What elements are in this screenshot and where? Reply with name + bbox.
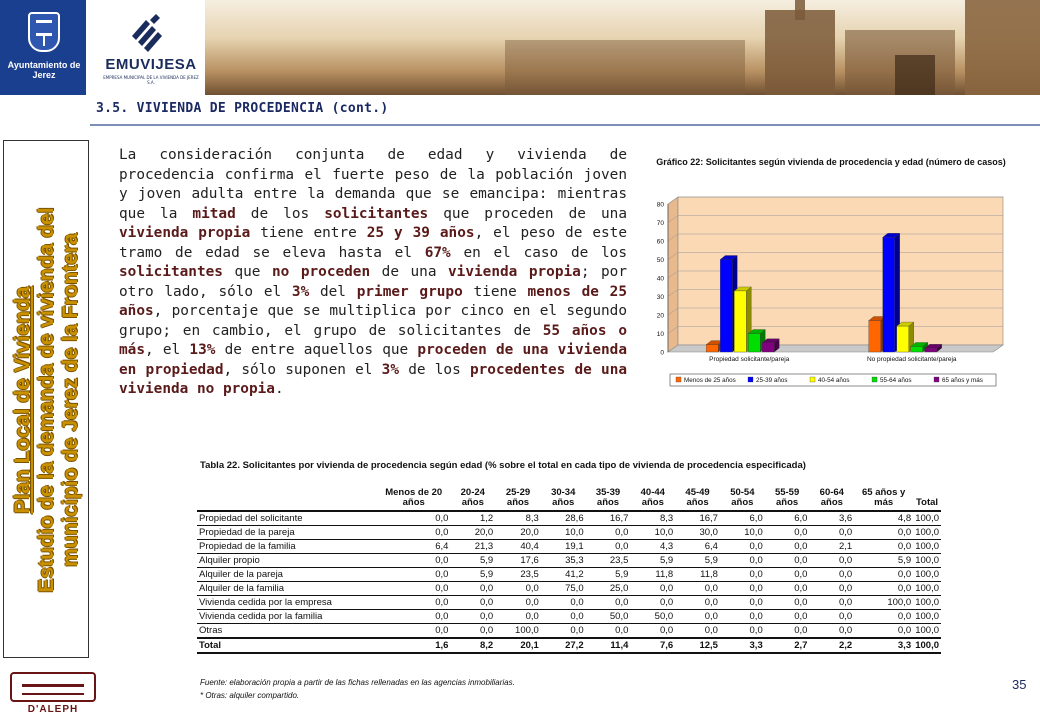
emuvijesa-mark-icon	[130, 12, 170, 54]
table-row	[197, 568, 941, 582]
emuvijesa-logo-text: EMUVIJESA	[105, 56, 197, 73]
table-cell: 0,0	[765, 582, 810, 596]
body-text-segment: mitad	[192, 205, 236, 222]
table-row-label: Vivienda cedida por la familia	[197, 610, 377, 624]
table-cell: 0,0	[377, 554, 450, 568]
table-cell: 0,0	[377, 568, 450, 582]
chart-bar	[925, 348, 937, 352]
side-title-box	[3, 140, 89, 658]
table-cell: 8,3	[495, 511, 541, 526]
table-cell: 23,5	[495, 568, 541, 582]
table-cell: 7,6	[630, 638, 675, 653]
table-cell: 0,0	[765, 596, 810, 610]
table-cell: 5,9	[450, 554, 495, 568]
table-cell: 0,0	[630, 624, 675, 639]
chart-bar	[748, 334, 760, 353]
chart-bar	[706, 345, 718, 352]
chart-legend-label: 55-64 años	[880, 377, 912, 384]
table-cell: 20,0	[450, 526, 495, 540]
table-cell: 0,0	[720, 540, 765, 554]
source-note: Fuente: elaboración propia a partir de las fichas rellenadas en las agencias inmobiliarias.	[200, 678, 515, 687]
table-cell: 0,0	[720, 582, 765, 596]
table-cell: 0,0	[450, 596, 495, 610]
emuvijesa-logo	[100, 12, 202, 87]
table-cell: 27,2	[541, 638, 586, 653]
table-cell: 0,0	[377, 511, 450, 526]
table-column-header: 50-54 años	[720, 487, 765, 511]
table-cell: 0,0	[809, 526, 854, 540]
body-text-segment: del	[309, 283, 357, 300]
table-row-label: Propiedad de la familia	[197, 540, 377, 554]
table-row-label: Propiedad de la pareja	[197, 526, 377, 540]
chart-bar	[734, 291, 746, 352]
table-cell: 50,0	[630, 610, 675, 624]
table-column-header: 45-49 años	[675, 487, 720, 511]
table-cell: 20,1	[495, 638, 541, 653]
table-cell: 0,0	[854, 610, 913, 624]
body-text-segment: de los	[235, 205, 325, 222]
chart-legend-label: Menos de 25 años	[684, 377, 736, 384]
chart-y-tick-label: 70	[656, 220, 664, 227]
table-cell: 0,0	[809, 582, 854, 596]
body-text-segment: vivienda propia	[448, 264, 581, 280]
page-header	[0, 0, 1040, 95]
table-cell: 30,0	[675, 526, 720, 540]
chart-bar	[762, 343, 774, 352]
table-row	[197, 526, 941, 540]
table-cell: 10,0	[630, 526, 675, 540]
table-cell: 0,0	[809, 568, 854, 582]
chart-y-tick-label: 20	[656, 312, 664, 320]
table-cell: 23,5	[586, 554, 631, 568]
body-text-segment: , porcentaje que se multiplica por cinco en el segundo grupo; en cambio, el grupo de solicitantes de	[119, 303, 627, 339]
table-cell: 0,0	[765, 540, 810, 554]
chart-x-tick-label: Propiedad solicitante/pareja	[709, 356, 790, 363]
side-title	[11, 150, 83, 650]
table-cell: 100,0	[913, 554, 941, 568]
table-body	[197, 511, 941, 653]
table-cell: 0,0	[586, 596, 631, 610]
chart-y-tick-label: 40	[656, 275, 664, 283]
table-cell: 0,0	[854, 526, 913, 540]
table-row	[197, 511, 941, 526]
table-cell: 35,3	[541, 554, 586, 568]
table-cell: 0,0	[495, 596, 541, 610]
table-column-header	[197, 487, 377, 511]
table-cell: 0,0	[720, 568, 765, 582]
body-text-segment: , el peso de este tramo de edad se eleva hasta el	[119, 225, 627, 261]
side-title-line2: Estudio de la demanda de vivienda del	[35, 207, 58, 593]
table-cell: 0,0	[541, 596, 586, 610]
table-cell: 41,2	[541, 568, 586, 582]
table-column-header: 35-39 años	[586, 487, 631, 511]
table-cell: 0,0	[541, 610, 586, 624]
footnote: * Otras: alquiler compartido.	[200, 691, 300, 700]
table-cell: 6,0	[765, 511, 810, 526]
table-cell: 2,7	[765, 638, 810, 653]
table-cell: 100,0	[913, 540, 941, 554]
ayuntamiento-logo-text: Ayuntamiento de Jerez	[7, 60, 81, 80]
body-text-segment: 3%	[291, 283, 310, 300]
page-number: 35	[1012, 677, 1027, 692]
table-row	[197, 540, 941, 554]
table-cell: 100,0	[913, 596, 941, 610]
body-text-segment: procedentes de una vivienda no propia	[119, 361, 628, 397]
table-row	[197, 610, 941, 624]
body-text-segment: tiene entre	[250, 225, 367, 241]
table-cell: 0,0	[854, 624, 913, 639]
table-cell: 10,0	[541, 526, 586, 540]
table-cell: 0,0	[377, 610, 450, 624]
body-text-segment: .	[274, 381, 284, 397]
body-text-segment: que proceden de una	[428, 205, 628, 222]
table-cell: 6,4	[377, 540, 450, 554]
body-text-segment: 55 años o más	[119, 322, 627, 358]
table-cell: 2,1	[809, 540, 854, 554]
chart-y-tick-label: 30	[656, 294, 664, 301]
chart-bar	[720, 260, 732, 353]
table-cell: 5,9	[630, 554, 675, 568]
table-cell: 0,0	[720, 554, 765, 568]
body-paragraph	[119, 146, 627, 400]
table-cell: 25,0	[586, 582, 631, 596]
body-text-segment: de entre aquellos que	[215, 342, 418, 358]
table-cell: 0,0	[586, 526, 631, 540]
table-cell: 0,0	[809, 596, 854, 610]
table-cell: 0,0	[377, 526, 450, 540]
table-cell: 0,0	[765, 610, 810, 624]
chart-y-tick-label: 10	[656, 331, 664, 338]
table-cell: 0,0	[675, 582, 720, 596]
table-cell: 0,0	[450, 582, 495, 596]
body-text-segment: que	[222, 264, 272, 280]
chart-legend-swatch	[676, 377, 681, 382]
body-text-segment: solicitantes	[119, 264, 223, 280]
chart-y-tick-label: 50	[656, 257, 664, 264]
table-cell: 1,6	[377, 638, 450, 653]
table-cell: 0,0	[450, 624, 495, 639]
table-cell: 6,4	[675, 540, 720, 554]
table-cell: 0,0	[854, 582, 913, 596]
table-title: Tabla 22. Solicitantes por vivienda de procedencia según edad (% sobre el total en cada tipo de vivienda de procedencia especificada)	[200, 460, 806, 471]
table-cell: 0,0	[586, 540, 631, 554]
table-cell: 0,0	[720, 624, 765, 639]
table-column-header: 60-64 años	[809, 487, 854, 511]
chart-y-tick-label: 0	[660, 349, 664, 357]
table-cell: 1,2	[450, 511, 495, 526]
table-row-label: Otras	[197, 624, 377, 639]
table-cell: 0,0	[720, 610, 765, 624]
chart-bar	[869, 321, 881, 352]
table-cell: 0,0	[450, 610, 495, 624]
table-total-row	[197, 638, 941, 653]
section-title: 3.5. VIVIENDA DE PROCEDENCIA (cont.)	[96, 101, 389, 116]
table-cell: 16,7	[586, 511, 631, 526]
table-cell: 0,0	[377, 596, 450, 610]
table-cell: 2,2	[809, 638, 854, 653]
table-row-label: Propiedad del solicitante	[197, 511, 377, 526]
chart-legend-swatch	[810, 377, 815, 382]
table-cell: 20,0	[495, 526, 541, 540]
table-cell: 100,0	[913, 638, 941, 653]
table-cell: 0,0	[809, 610, 854, 624]
chart-legend-label: 40-54 años	[818, 377, 850, 384]
body-text-segment: tiene	[462, 283, 528, 300]
table-cell: 100,0	[913, 582, 941, 596]
coat-of-arms-icon	[28, 12, 60, 52]
body-text-segment: menos de 25 años	[119, 283, 627, 319]
body-text-segment: 3%	[381, 361, 399, 378]
chart-legend-swatch	[934, 377, 939, 382]
data-table	[197, 487, 941, 654]
chart-legend-label: 65 años y más	[942, 377, 983, 384]
table-cell: 0,0	[765, 554, 810, 568]
chart-legend-swatch	[748, 377, 753, 382]
body-text-segment: de los	[399, 361, 470, 378]
chart-y-tick-label: 80	[656, 201, 664, 209]
table-cell: 5,9	[675, 554, 720, 568]
body-text-segment: no proceden	[271, 264, 371, 280]
table-cell: 75,0	[541, 582, 586, 596]
table-cell: 8,2	[450, 638, 495, 653]
table-row	[197, 596, 941, 610]
table-column-header: Total	[913, 487, 941, 511]
side-title-line1: Plan Local de Vivienda	[11, 286, 34, 514]
table-row	[197, 624, 941, 639]
table-cell: 100,0	[913, 568, 941, 582]
table-column-header: 30-34 años	[541, 487, 586, 511]
table-cell: 0,0	[765, 624, 810, 639]
table-cell: 0,0	[586, 624, 631, 639]
table-cell: 100,0	[913, 624, 941, 639]
chart-x-tick-label: No propiedad solicitante/pareja	[866, 356, 957, 363]
body-text-segment: vivienda propia	[119, 225, 251, 241]
table-cell: 0,0	[675, 624, 720, 639]
table-cell: 0,0	[541, 624, 586, 639]
body-text-segment: 67%	[424, 244, 451, 261]
table-cell: 0,0	[809, 624, 854, 639]
table-row-label: Vivienda cedida por la empresa	[197, 596, 377, 610]
table-cell: 100,0	[913, 511, 941, 526]
body-text-segment: de una	[370, 264, 448, 280]
table-cell: 19,1	[541, 540, 586, 554]
table-header-row	[197, 487, 941, 511]
table-cell: 0,0	[854, 540, 913, 554]
table-column-header: 40-44 años	[630, 487, 675, 511]
ayuntamiento-jerez-logo	[0, 0, 88, 95]
table-cell: 6,0	[720, 511, 765, 526]
body-text-segment: en el caso de los	[450, 244, 628, 261]
table-cell: 100,0	[495, 624, 541, 639]
table-cell: 10,0	[720, 526, 765, 540]
table-cell: 0,0	[854, 568, 913, 582]
table-cell: 40,4	[495, 540, 541, 554]
table-cell: 0,0	[720, 596, 765, 610]
chart-legend-swatch	[872, 377, 877, 382]
daleph-logo	[10, 672, 96, 718]
table-column-header: Menos de 20 años	[377, 487, 450, 511]
table-cell: 5,9	[854, 554, 913, 568]
table-cell: 0,0	[377, 582, 450, 596]
table-cell: 100,0	[913, 610, 941, 624]
table-cell: 8,3	[630, 511, 675, 526]
table-cell: 11,8	[675, 568, 720, 582]
table-cell: 5,9	[450, 568, 495, 582]
table-row-label: Alquiler propio	[197, 554, 377, 568]
body-text-segment: La consideración conjunta de edad y vivienda de procedencia confirma el fuerte peso de la población joven y joven adulta entre la demanda que se emancipa: mientras que la	[119, 147, 627, 222]
header-divider	[90, 124, 1040, 126]
table-cell: 17,6	[495, 554, 541, 568]
table-cell: 3,3	[854, 638, 913, 653]
table-cell: 0,0	[495, 610, 541, 624]
table-cell: 0,0	[765, 526, 810, 540]
bar-chart	[646, 148, 1016, 393]
table-row-label: Total	[197, 638, 377, 653]
table-cell: 11,4	[586, 638, 631, 653]
table-column-header: 20-24 años	[450, 487, 495, 511]
table-cell: 0,0	[630, 596, 675, 610]
table-column-header: 25-29 años	[495, 487, 541, 511]
table-cell: 100,0	[913, 526, 941, 540]
side-title-line3: municipio de Jerez de la Frontera	[59, 233, 82, 567]
table-cell: 0,0	[377, 624, 450, 639]
chart-svg	[646, 148, 1016, 393]
table-cell: 5,9	[586, 568, 631, 582]
table-cell: 100,0	[854, 596, 913, 610]
table-cell: 28,6	[541, 511, 586, 526]
table-row	[197, 582, 941, 596]
chart-legend-label: 25-39 años	[756, 377, 788, 384]
table-cell: 12,5	[675, 638, 720, 653]
table-cell: 0,0	[495, 582, 541, 596]
table-row-label: Alquiler de la pareja	[197, 568, 377, 582]
table-cell: 0,0	[630, 582, 675, 596]
body-text-segment: primer grupo	[356, 283, 463, 300]
daleph-logo-text: D'ALEPH	[27, 704, 79, 715]
body-text-segment: proceden de una vivienda en propiedad	[119, 342, 627, 378]
body-text-segment: , el	[145, 342, 190, 358]
chart-y-tick-label: 60	[656, 238, 664, 246]
chart-title: Gráfico 22: Solicitantes según vivienda de procedencia y edad (número de casos)	[656, 157, 1006, 167]
chart-bar	[883, 237, 895, 352]
table-cell: 16,7	[675, 511, 720, 526]
table-cell: 11,8	[630, 568, 675, 582]
table-cell: 0,0	[675, 596, 720, 610]
table-cell: 0,0	[809, 554, 854, 568]
body-text-segment: 13%	[189, 342, 216, 358]
table-cell: 3,6	[809, 511, 854, 526]
table-cell: 0,0	[765, 568, 810, 582]
table-cell: 50,0	[586, 610, 631, 624]
table-cell: 0,0	[675, 610, 720, 624]
table-column-header: 55-59 años	[765, 487, 810, 511]
emuvijesa-tagline: EMPRESA MUNICIPAL DE LA VIVIENDA DE JEREZ S.A.	[103, 75, 199, 85]
chart-bar	[897, 326, 909, 352]
table-cell: 21,3	[450, 540, 495, 554]
table-cell: 4,8	[854, 511, 913, 526]
table-row	[197, 554, 941, 568]
body-text-segment: , sólo suponen el	[223, 361, 382, 378]
body-text-segment: solicitantes	[324, 205, 429, 222]
cathedral-header-photo	[205, 0, 1040, 95]
table-column-header: 65 años y más	[854, 487, 913, 511]
daleph-mark-icon	[10, 672, 96, 702]
chart-bar	[911, 346, 923, 352]
body-text-segment: 25 y 39 años	[366, 225, 475, 241]
table-notes	[200, 676, 515, 702]
table-cell: 4,3	[630, 540, 675, 554]
table-row-label: Alquiler de la familia	[197, 582, 377, 596]
table-cell: 3,3	[720, 638, 765, 653]
body-text-segment: ; por otro lado, sólo el	[119, 264, 627, 300]
